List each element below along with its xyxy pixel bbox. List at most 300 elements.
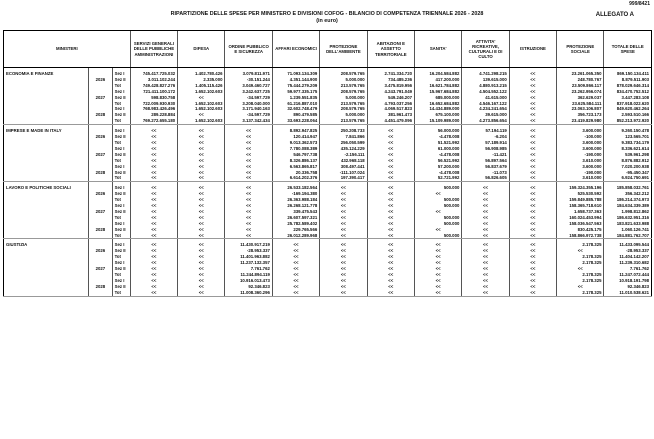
value-cell: 381.961.473 bbox=[367, 112, 414, 118]
value-cell: << bbox=[462, 272, 509, 278]
value-cell: 4.351.144.900 bbox=[272, 77, 319, 83]
value-cell: << bbox=[178, 260, 225, 266]
section-label: Sez I bbox=[112, 260, 130, 266]
value-cell: 8.876.882.912 bbox=[604, 158, 652, 164]
value-cell: << bbox=[225, 175, 272, 181]
value-cell: << bbox=[509, 203, 556, 209]
value-cell: -28.953.337 bbox=[604, 248, 652, 254]
col-header-affari: AFFARI ECONOMICI bbox=[272, 31, 319, 68]
section-label: Sez II bbox=[112, 152, 130, 158]
value-cell: 308.497.441 bbox=[320, 164, 367, 170]
value-cell: << bbox=[462, 203, 509, 209]
value-cell: << bbox=[509, 77, 556, 83]
value-cell: 3.475.819.956 bbox=[367, 83, 414, 89]
value-cell: << bbox=[320, 278, 367, 284]
value-cell: 32.602.748.479 bbox=[272, 106, 319, 112]
value-cell: 23.419.829.980 bbox=[557, 118, 604, 124]
value-cell: << bbox=[509, 242, 556, 248]
value-cell: 769.272.655.180 bbox=[130, 118, 177, 124]
value-cell: 185.858.032.761 bbox=[604, 185, 652, 191]
col-header-protezione-sociale: PROTEZIONE SOCIALE bbox=[557, 31, 604, 68]
value-cell: 890.479.585 bbox=[272, 112, 319, 118]
value-cell: << bbox=[509, 266, 556, 272]
value-cell: << bbox=[178, 164, 225, 170]
value-cell: << bbox=[367, 260, 414, 266]
value-cell: << bbox=[462, 215, 509, 221]
value-cell: 229.765.566 bbox=[272, 227, 319, 233]
value-cell: << bbox=[462, 248, 509, 254]
value-cell: << bbox=[367, 233, 414, 239]
section-label: Tot bbox=[112, 118, 130, 124]
value-cell: << bbox=[178, 128, 225, 134]
value-cell: << bbox=[509, 175, 556, 181]
value-cell: 2.178.325 bbox=[557, 242, 604, 248]
value-cell: 9.013.362.573 bbox=[272, 140, 319, 146]
ministry-name: GIUSTIZIA bbox=[4, 242, 89, 248]
value-cell: 7.761.762 bbox=[225, 266, 272, 272]
value-cell: << bbox=[367, 242, 414, 248]
value-cell: << bbox=[225, 158, 272, 164]
value-cell: 26.363.988.184 bbox=[272, 197, 319, 203]
value-cell: -190.000 bbox=[557, 170, 604, 176]
value-cell: << bbox=[557, 248, 604, 254]
value-cell: 3.171.940.163 bbox=[225, 106, 272, 112]
value-cell: 1.239.551.835 bbox=[272, 95, 319, 101]
value-cell: 71.093.134.309 bbox=[272, 71, 319, 77]
value-cell: << bbox=[130, 284, 177, 290]
value-cell: 11.244.894.119 bbox=[225, 272, 272, 278]
value-cell: 852.213.972.920 bbox=[604, 118, 652, 124]
value-cell: 33.693.228.064 bbox=[272, 118, 319, 124]
value-cell: << bbox=[320, 260, 367, 266]
value-cell: 16.621.784.882 bbox=[414, 83, 461, 89]
value-cell: << bbox=[320, 203, 367, 209]
value-cell: -95.450.347 bbox=[604, 170, 652, 176]
section-label: Sez I bbox=[112, 71, 130, 77]
value-cell: 11.430.917.219 bbox=[225, 242, 272, 248]
value-cell: 57.189.914 bbox=[462, 140, 509, 146]
value-cell: << bbox=[509, 152, 556, 158]
value-cell: << bbox=[367, 215, 414, 221]
value-cell: -30.151.244 bbox=[225, 77, 272, 83]
value-cell: 7.761.762 bbox=[604, 266, 652, 272]
value-cell: 159.324.355.196 bbox=[557, 185, 604, 191]
value-cell: << bbox=[320, 191, 367, 197]
value-cell: 26.012.289.968 bbox=[272, 233, 319, 239]
value-cell: << bbox=[178, 112, 225, 118]
value-cell: << bbox=[320, 233, 367, 239]
value-cell: << bbox=[225, 233, 272, 239]
value-cell: << bbox=[509, 215, 556, 221]
value-cell: -11.421 bbox=[462, 152, 509, 158]
value-cell: 184.634.339.389 bbox=[604, 203, 652, 209]
value-cell: << bbox=[462, 284, 509, 290]
value-cell: << bbox=[130, 175, 177, 181]
value-cell: << bbox=[178, 272, 225, 278]
value-cell: << bbox=[320, 272, 367, 278]
value-cell: 23.262.956.074 bbox=[557, 89, 604, 95]
value-cell: 248.780.767 bbox=[557, 77, 604, 83]
value-cell: << bbox=[509, 106, 556, 112]
section-label: Tot bbox=[112, 272, 130, 278]
value-cell: -4.478.008 bbox=[414, 152, 461, 158]
section-label: Sez I bbox=[112, 278, 130, 284]
value-cell: << bbox=[367, 209, 414, 215]
value-cell: 749.428.827.276 bbox=[130, 83, 177, 89]
value-cell: 2.178.325 bbox=[557, 272, 604, 278]
value-cell: << bbox=[130, 140, 177, 146]
value-cell: 61.216.887.010 bbox=[272, 101, 319, 107]
value-cell: 721.411.100.172 bbox=[130, 89, 177, 95]
year-label: 2026 bbox=[89, 77, 112, 83]
value-cell: << bbox=[130, 209, 177, 215]
value-cell: << bbox=[509, 158, 556, 164]
value-cell: 75.444.279.209 bbox=[272, 83, 319, 89]
section-label: Sez II bbox=[112, 77, 130, 83]
value-cell: << bbox=[130, 233, 177, 239]
value-cell: << bbox=[462, 278, 509, 284]
value-cell: 6.563.865.817 bbox=[272, 164, 319, 170]
col-header-difesa: DIFESA bbox=[178, 31, 225, 68]
value-cell: -4.478.008 bbox=[414, 170, 461, 176]
section-label: Sez I bbox=[112, 203, 130, 209]
value-cell: 208.579.765 bbox=[320, 71, 367, 77]
value-cell: << bbox=[178, 197, 225, 203]
value-cell: 184.881.762.707 bbox=[604, 233, 652, 239]
value-cell: 685.000.000 bbox=[414, 95, 461, 101]
value-cell: << bbox=[130, 266, 177, 272]
value-cell: 500.000 bbox=[414, 203, 461, 209]
value-cell: 3.610.000 bbox=[557, 175, 604, 181]
value-cell: << bbox=[509, 191, 556, 197]
value-cell: 339.475.543 bbox=[272, 209, 319, 215]
value-cell: 539.961.298 bbox=[604, 152, 652, 158]
value-cell: << bbox=[178, 185, 225, 191]
section-label: Sez I bbox=[112, 164, 130, 170]
value-cell: 878.029.646.314 bbox=[604, 83, 652, 89]
value-cell: << bbox=[320, 248, 367, 254]
value-cell: << bbox=[367, 152, 414, 158]
value-cell: 4.546.167.122 bbox=[462, 101, 509, 107]
value-cell: 869.150.134.411 bbox=[604, 71, 652, 77]
value-cell: << bbox=[130, 221, 177, 227]
value-cell: << bbox=[367, 158, 414, 164]
value-cell: 208.579.765 bbox=[320, 89, 367, 95]
value-cell: << bbox=[509, 118, 556, 124]
section-label: Sez I bbox=[112, 89, 130, 95]
value-cell: << bbox=[509, 140, 556, 146]
value-cell: 830.425.175 bbox=[557, 227, 604, 233]
year-label: 2028 bbox=[89, 170, 112, 176]
value-cell: << bbox=[509, 209, 556, 215]
value-cell: << bbox=[367, 175, 414, 181]
value-cell: 435.124.229 bbox=[320, 146, 367, 152]
value-cell: 525.530.592 bbox=[557, 191, 604, 197]
value-cell: << bbox=[130, 215, 177, 221]
value-cell: 2.741.334.720 bbox=[367, 71, 414, 77]
value-cell: 417.200.000 bbox=[414, 77, 461, 83]
value-cell: << bbox=[509, 272, 556, 278]
value-cell: 4.451.479.096 bbox=[367, 118, 414, 124]
value-cell: 23.063.106.807 bbox=[557, 106, 604, 112]
value-cell: << bbox=[178, 209, 225, 215]
value-cell: << bbox=[178, 140, 225, 146]
value-cell: << bbox=[178, 242, 225, 248]
page-title bbox=[0, 11, 654, 25]
value-cell: 39.615.000 bbox=[462, 112, 509, 118]
value-cell: 2.178.325 bbox=[557, 290, 604, 296]
value-cell: << bbox=[130, 248, 177, 254]
section-label: Tot bbox=[112, 254, 130, 260]
value-cell: 3.600.000 bbox=[557, 146, 604, 152]
value-cell: << bbox=[367, 272, 414, 278]
title-line-1: RIPARTIZIONE DELLE SPESE PER MINISTERO E DIVISIONI COFOG - BILANCIO DI COMPETENZA TRIENNALE 2026 - 2028 bbox=[170, 11, 484, 17]
value-cell: << bbox=[320, 209, 367, 215]
value-cell: << bbox=[414, 260, 461, 266]
value-cell: << bbox=[130, 254, 177, 260]
value-cell: 11.247.072.444 bbox=[604, 272, 652, 278]
value-cell: 3.600.000 bbox=[557, 128, 604, 134]
value-cell: -6.204 bbox=[462, 134, 509, 140]
value-cell: << bbox=[320, 197, 367, 203]
value-cell: 3.079.811.971 bbox=[225, 71, 272, 77]
value-cell: 41.615.000 bbox=[462, 95, 509, 101]
value-cell: << bbox=[557, 266, 604, 272]
value-cell: << bbox=[225, 227, 272, 233]
value-cell: 8.879.511.903 bbox=[604, 77, 652, 83]
year-label: 2027 bbox=[89, 95, 112, 101]
value-cell: << bbox=[557, 284, 604, 290]
value-cell: << bbox=[272, 242, 319, 248]
year-label: 2027 bbox=[89, 266, 112, 272]
value-cell: 4.793.037.256 bbox=[367, 101, 414, 107]
col-header-ordine: ORDINE PUBBLICO E SICUREZZA bbox=[225, 31, 272, 68]
value-cell: 208.579.765 bbox=[320, 106, 367, 112]
value-cell: 26.268.121.778 bbox=[272, 203, 319, 209]
value-cell: 356.723.173 bbox=[557, 112, 604, 118]
section-label: Sez I bbox=[112, 242, 130, 248]
value-cell: << bbox=[367, 170, 414, 176]
value-cell: 1.652.102.603 bbox=[178, 106, 225, 112]
allegato-label: ALLEGATO A bbox=[595, 12, 634, 18]
value-cell: 213.579.765 bbox=[320, 118, 367, 124]
value-cell: -34.597.729 bbox=[225, 112, 272, 118]
value-cell: << bbox=[367, 191, 414, 197]
value-cell: 3.610.000 bbox=[557, 158, 604, 164]
section-label: Sez II bbox=[112, 95, 130, 101]
value-cell: 546.797.738 bbox=[272, 152, 319, 158]
value-cell: << bbox=[130, 278, 177, 284]
value-cell: << bbox=[462, 197, 509, 203]
value-cell: 186.632.951.316 bbox=[604, 215, 652, 221]
value-cell: -190.000 bbox=[557, 152, 604, 158]
ministry-name: LAVORO E POLITICHE SOCIALI bbox=[4, 185, 89, 191]
value-cell: -34.597.729 bbox=[225, 95, 272, 101]
value-cell: << bbox=[225, 203, 272, 209]
value-cell: 2.178.325 bbox=[557, 254, 604, 260]
value-cell: 3.011.102.244 bbox=[130, 77, 177, 83]
table-row bbox=[4, 290, 652, 296]
value-cell: 3.600.000 bbox=[557, 140, 604, 146]
section-label: Tot bbox=[112, 233, 130, 239]
year-cell-empty bbox=[89, 290, 112, 296]
section-label: Sez I bbox=[112, 146, 130, 152]
value-cell: 20.336.758 bbox=[272, 170, 319, 176]
value-cell: 2.593.510.166 bbox=[604, 112, 652, 118]
value-cell: 14.434.889.000 bbox=[414, 106, 461, 112]
value-cell: << bbox=[367, 254, 414, 260]
section-label: Sez I bbox=[112, 106, 130, 112]
value-cell: 675.100.000 bbox=[414, 112, 461, 118]
title-line-2: (in euro) bbox=[316, 18, 338, 24]
value-cell: 11.401.963.882 bbox=[225, 254, 272, 260]
value-cell: << bbox=[414, 290, 461, 296]
value-cell: << bbox=[509, 278, 556, 284]
value-cell: 183.821.633.988 bbox=[604, 221, 652, 227]
value-cell: << bbox=[509, 170, 556, 176]
value-cell: << bbox=[178, 152, 225, 158]
value-cell: 1.998.812.862 bbox=[604, 209, 652, 215]
value-cell: << bbox=[462, 290, 509, 296]
value-cell: << bbox=[320, 290, 367, 296]
value-cell: 158.036.547.563 bbox=[557, 221, 604, 227]
section-label: Sez II bbox=[112, 266, 130, 272]
value-cell: -4.478.008 bbox=[414, 134, 461, 140]
value-cell: << bbox=[272, 278, 319, 284]
value-cell: << bbox=[509, 71, 556, 77]
value-cell: 52.721.992 bbox=[414, 175, 461, 181]
value-cell: 4.504.552.122 bbox=[462, 89, 509, 95]
value-cell: 56.000.000 bbox=[414, 128, 461, 134]
value-cell: 837.918.022.620 bbox=[604, 101, 652, 107]
value-cell: << bbox=[414, 209, 461, 215]
value-cell: 10.918.191.798 bbox=[604, 278, 652, 284]
value-cell: 500.000 bbox=[414, 221, 461, 227]
value-cell: << bbox=[320, 242, 367, 248]
ministry-name: IMPRESE E MADE IN ITALY bbox=[4, 128, 89, 134]
value-cell: << bbox=[178, 233, 225, 239]
year-label: 2026 bbox=[89, 191, 112, 197]
value-cell: 23.509.866.117 bbox=[557, 83, 604, 89]
value-cell: << bbox=[367, 248, 414, 254]
value-cell: << bbox=[509, 134, 556, 140]
value-cell: 1.658.737.363 bbox=[557, 209, 604, 215]
value-cell: 23.261.065.350 bbox=[557, 71, 604, 77]
year-label: 2027 bbox=[89, 152, 112, 158]
value-cell: 734.485.236 bbox=[367, 77, 414, 83]
value-cell: 56.908.985 bbox=[462, 146, 509, 152]
value-cell: << bbox=[320, 266, 367, 272]
col-header-abitazioni: ABITAZIONI E ASSETTO TERRITORIALE bbox=[367, 31, 414, 68]
value-cell: 3.600.000 bbox=[557, 164, 604, 170]
value-cell: 256.050.599 bbox=[320, 140, 367, 146]
value-cell: << bbox=[414, 254, 461, 260]
value-cell: 250.208.733 bbox=[320, 128, 367, 134]
value-cell: << bbox=[130, 272, 177, 278]
col-header-protezione-ambiente: PROTEZIONE DELL'AMBIENTE bbox=[320, 31, 367, 68]
value-cell: << bbox=[462, 209, 509, 215]
value-cell: << bbox=[367, 146, 414, 152]
value-cell: 7.780.088.389 bbox=[272, 146, 319, 152]
value-cell: 500.000 bbox=[414, 197, 461, 203]
value-cell: << bbox=[367, 140, 414, 146]
section-label: Tot bbox=[112, 140, 130, 146]
value-cell: << bbox=[414, 242, 461, 248]
value-cell: 3.049.460.727 bbox=[225, 83, 272, 89]
col-header-totale: TOTALE DELLE SPESE bbox=[604, 31, 652, 68]
value-cell: << bbox=[178, 215, 225, 221]
value-cell: << bbox=[509, 254, 556, 260]
value-cell: 7.841.866 bbox=[320, 134, 367, 140]
value-cell: 2.335.000 bbox=[178, 77, 225, 83]
value-cell: << bbox=[509, 221, 556, 227]
value-cell: 598.830.758 bbox=[130, 95, 177, 101]
value-cell: << bbox=[130, 164, 177, 170]
value-cell: 7.020.200.938 bbox=[604, 164, 652, 170]
value-cell: 1.652.102.603 bbox=[178, 118, 225, 124]
value-cell: << bbox=[178, 158, 225, 164]
value-cell: 4.069.517.823 bbox=[367, 106, 414, 112]
year-label: 2028 bbox=[89, 284, 112, 290]
value-cell: << bbox=[178, 175, 225, 181]
value-cell: 57.200.000 bbox=[414, 164, 461, 170]
value-cell: 6.924.750.691 bbox=[604, 175, 652, 181]
value-cell: 4.273.856.654 bbox=[462, 118, 509, 124]
value-cell: 158.365.718.610 bbox=[557, 203, 604, 209]
value-cell: << bbox=[225, 134, 272, 140]
value-cell: << bbox=[130, 203, 177, 209]
value-cell: << bbox=[462, 242, 509, 248]
value-cell: 9.260.150.478 bbox=[604, 128, 652, 134]
value-cell: << bbox=[178, 248, 225, 254]
value-cell: << bbox=[225, 191, 272, 197]
ministry-name: ECONOMIA E FINANZE bbox=[4, 71, 89, 77]
value-cell: << bbox=[509, 95, 556, 101]
value-cell: << bbox=[414, 278, 461, 284]
value-cell: 26.607.597.321 bbox=[272, 215, 319, 221]
value-cell: << bbox=[178, 170, 225, 176]
value-cell: << bbox=[272, 284, 319, 290]
value-cell: 4.741.298.215 bbox=[462, 71, 509, 77]
value-cell: << bbox=[178, 290, 225, 296]
value-cell: 4.234.241.654 bbox=[462, 106, 509, 112]
value-cell: 51.521.992 bbox=[414, 140, 461, 146]
value-cell: << bbox=[367, 266, 414, 272]
section-label: Tot bbox=[112, 290, 130, 296]
value-cell: 3.208.040.000 bbox=[225, 101, 272, 107]
value-cell: << bbox=[367, 221, 414, 227]
value-cell: 139.615.000 bbox=[462, 77, 509, 83]
spending-table bbox=[3, 30, 652, 297]
col-header-istruzione: ISTRUZIONE bbox=[509, 31, 556, 68]
value-cell: << bbox=[414, 227, 461, 233]
value-cell: 56.521.992 bbox=[414, 158, 461, 164]
value-cell: << bbox=[130, 197, 177, 203]
value-cell: 11.010.538.621 bbox=[604, 290, 652, 296]
ministry-cell-empty bbox=[4, 290, 89, 296]
value-cell: -28.953.337 bbox=[225, 248, 272, 254]
section-label: Sez II bbox=[112, 112, 130, 118]
value-cell: 25.782.589.402 bbox=[272, 221, 319, 227]
value-cell: 61.000.000 bbox=[414, 146, 461, 152]
section-label: Tot bbox=[112, 175, 130, 181]
value-cell: 768.983.426.496 bbox=[130, 106, 177, 112]
value-cell: 23.625.584.111 bbox=[557, 101, 604, 107]
value-cell: << bbox=[225, 152, 272, 158]
value-cell: << bbox=[509, 89, 556, 95]
value-cell: << bbox=[130, 227, 177, 233]
value-cell: << bbox=[509, 146, 556, 152]
